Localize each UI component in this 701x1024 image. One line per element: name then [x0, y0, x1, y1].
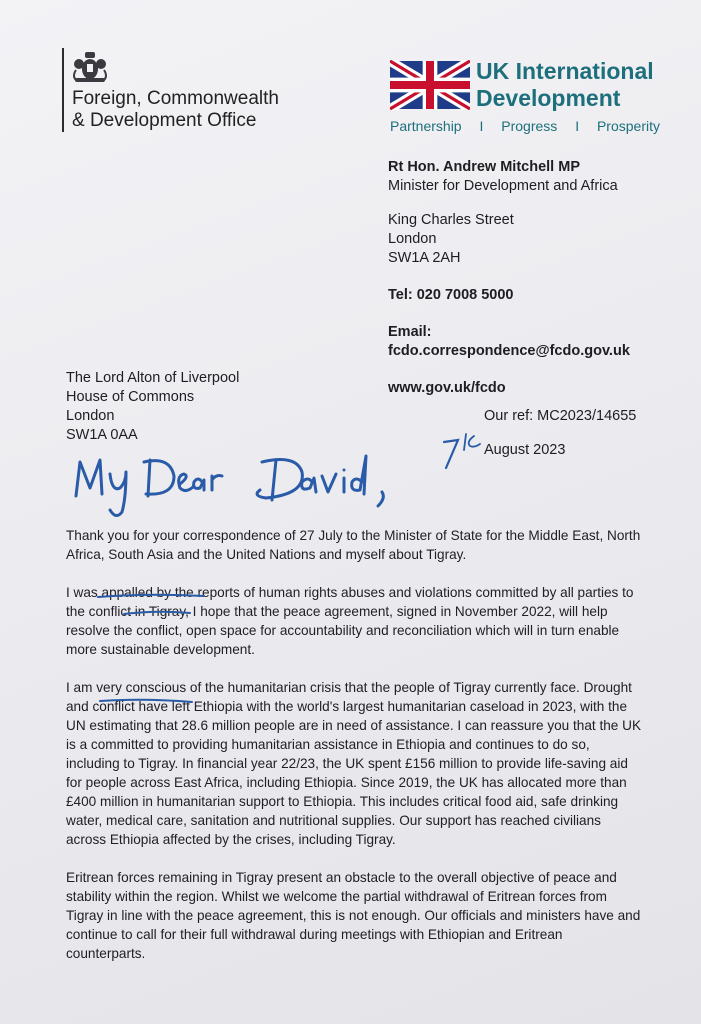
royal-crest-icon	[70, 50, 110, 84]
fcdo-name-line1: Foreign, Commonwealth	[72, 88, 279, 109]
recipient-line: The Lord Alton of Liverpool	[66, 370, 240, 386]
body-paragraph: I was appalled by the reports of human rights abuses and violations committed by all parties to the conflict in Tigray, I hope that the peace agreement, signed in November 2022, will help resolve the conflict, open space for accountability and reconciliation which will in turn enable more sustainable development.	[66, 585, 634, 657]
ukid-title	[476, 58, 654, 112]
sender-name: Rt Hon. Andrew Mitchell MP	[388, 159, 580, 175]
sender-address-line: London	[388, 231, 437, 247]
recipient-block	[66, 369, 326, 445]
ukid-title-line2: Development	[476, 85, 621, 111]
tagline-separator: I	[575, 118, 580, 134]
sender-address-line: King Charles Street	[388, 212, 514, 228]
sender-block	[388, 158, 688, 398]
sender-tel: Tel: 020 7008 5000	[388, 287, 514, 303]
fcdo-name	[72, 88, 352, 132]
body-paragraph: Thank you for your correspondence of 27 July to the Minister of State for the Middle East, North Africa, South Asia and the United Nations and myself about Tigray.	[66, 528, 641, 562]
body-paragraph: I am very conscious of the humanitarian crisis that the people of Tigray currently face. Drought and conflict have left Ethiopia with the world's largest humanitarian caseload in 2023, with the UN estimating that 28.6 million people are in need of assistance. I can reassure you that the UK is a committed to providing humanitarian assistance in Ethiopia and continues to do so, including to Tigray. In financial year 22/23, the UK spent £156 million to provide life-saving aid for people across East Africa, including Ethiopia. Since 2019, the UK has allocated more than £400 million in humanitarian support to Ethiopia. This includes critical food aid, safe drinking water, medical care, sanitation and nutritional supplies. Our support has reached civilians across Ethiopia affected by the crises, including Tigray.	[66, 680, 642, 847]
recipient-line: London	[66, 408, 115, 424]
sender-email[interactable]: fcdo.correspondence@fcdo.gov.uk	[388, 343, 630, 359]
ukid-tagline	[390, 118, 674, 134]
sender-website[interactable]: www.gov.uk/fcdo	[388, 380, 506, 396]
tagline-progress: Progress	[501, 118, 558, 134]
tagline-separator: I	[479, 118, 484, 134]
our-ref: Our ref: MC2023/14655	[484, 408, 637, 424]
ink-underline-very-conscious	[98, 697, 194, 705]
ukid-title-line1: UK International	[476, 58, 654, 84]
ink-underline-appalled	[96, 592, 206, 600]
sender-address-line: SW1A 2AH	[388, 250, 461, 266]
sender-email-label: Email:	[388, 324, 432, 340]
recipient-line: House of Commons	[66, 389, 195, 405]
date-text: August 2023	[484, 442, 566, 458]
body-paragraph: Eritrean forces remaining in Tigray present an obstacle to the overall objective of peace and stability within the region. Whilst we welcome the partial withdrawal of Eritrean forces from Tigray in line with the peace agreement, this is not enough. Our officials and ministers have and continue to call for their full withdrawal during meetings with Ethiopian and Eritrean counterparts.	[66, 870, 641, 961]
sender-role: Minister for Development and Africa	[388, 178, 618, 194]
handwritten-date-day	[440, 430, 490, 470]
tagline-partnership: Partnership	[390, 118, 462, 134]
letter-date	[440, 430, 690, 470]
fcdo-name-line2: & Development Office	[72, 110, 257, 131]
union-jack-icon	[390, 60, 470, 110]
handwritten-salutation	[66, 448, 426, 528]
recipient-line: SW1A 0AA	[66, 427, 138, 443]
tagline-prosperity: Prosperity	[596, 118, 660, 134]
ink-underline-parties	[122, 609, 192, 617]
logo-divider	[62, 48, 64, 132]
